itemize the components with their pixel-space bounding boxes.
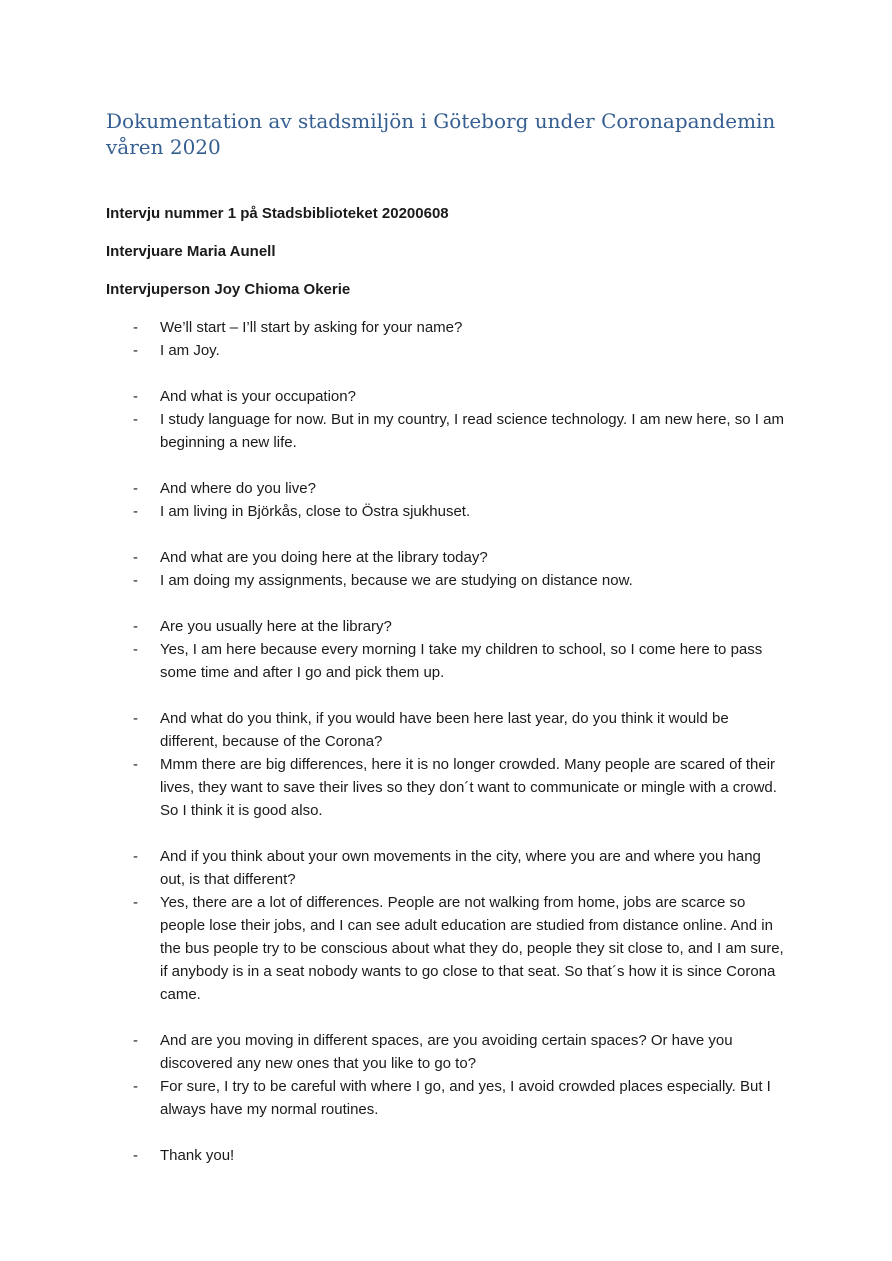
qa-group [106, 385, 786, 454]
dash-bullet: - [133, 319, 138, 336]
list-item-text: I am living in Björkås, close to Östra sjukhuset. [160, 503, 471, 520]
list-item-text: And what is your occupation? [160, 388, 356, 405]
document-title: Dokumentation av stadsmiljön i Göteborg under Coronapandemin våren 2020 [106, 109, 776, 159]
list-item-text: And are you moving in different spaces, are you avoiding certain spaces? Or have you discovered any new ones that you like to go to? [160, 1032, 733, 1072]
list-item [106, 707, 786, 753]
list-item [106, 316, 786, 339]
list-item [106, 339, 786, 362]
list-item-text: I am Joy. [160, 342, 220, 359]
list-item [106, 1075, 786, 1121]
dash-bullet: - [133, 894, 138, 911]
list-item [106, 1144, 786, 1167]
qa-group [106, 1029, 786, 1121]
list-item-text: I am doing my assignments, because we are studying on distance now. [160, 572, 633, 589]
list-item [106, 546, 786, 569]
list-item-text: And what are you doing here at the library today? [160, 549, 488, 566]
list-item [106, 845, 786, 891]
list-item-text: And if you think about your own movements in the city, where you are and where you hang out, is that different? [160, 848, 761, 888]
interviewer-heading: Intervjuare Maria Aunell [106, 243, 276, 260]
list-item-text: Yes, there are a lot of differences. People are not walking from home, jobs are scarce so people lose their jobs, and I can see adult education are studied from distance online. And in the bus people try to be conscious about what they do, people they sit close to, and I am sure, if anybody is in a seat nobody wants to go close to that seat. So that´s how it is since Corona came. [160, 894, 784, 1003]
dash-bullet: - [133, 480, 138, 497]
list-item-text: Mmm there are big differences, here it is no longer crowded. Many people are scared of their lives, they want to save their lives so they don´t want to communicate or mingle with a crowd. So I think it is good also. [160, 756, 777, 819]
list-item [106, 638, 786, 684]
list-item [106, 753, 786, 822]
list-item [106, 615, 786, 638]
list-item-text: Yes, I am here because every morning I take my children to school, so I come here to pass some time and after I go and pick them up. [160, 641, 763, 681]
list-item-text: For sure, I try to be careful with where I go, and yes, I avoid crowded places especially. But I always have my normal routines. [160, 1078, 771, 1118]
dash-bullet: - [133, 342, 138, 359]
qa-group [106, 615, 786, 684]
dash-bullet: - [133, 503, 138, 520]
dash-bullet: - [133, 756, 138, 773]
qa-group [106, 477, 786, 523]
interview-number-heading: Intervju nummer 1 på Stadsbiblioteket 20200608 [106, 205, 449, 222]
qa-list [106, 316, 786, 1167]
dash-bullet: - [133, 572, 138, 589]
list-item-text: I study language for now. But in my country, I read science technology. I am new here, so I am beginning a new life. [160, 411, 784, 451]
list-item [106, 891, 786, 1006]
dash-bullet: - [133, 1078, 138, 1095]
dash-bullet: - [133, 618, 138, 635]
dash-bullet: - [133, 1147, 138, 1164]
list-item-text: Thank you! [160, 1147, 235, 1164]
list-item [106, 1029, 786, 1075]
qa-group [106, 1144, 786, 1167]
dash-bullet: - [133, 710, 138, 727]
dash-bullet: - [133, 1032, 138, 1049]
dash-bullet: - [133, 641, 138, 658]
list-item [106, 500, 786, 523]
list-item-text: And what do you think, if you would have been here last year, do you think it would be different, because of the Corona? [160, 710, 729, 750]
qa-group [106, 316, 786, 362]
list-item-text: And where do you live? [160, 480, 316, 497]
list-item-text: Are you usually here at the library? [160, 618, 392, 635]
interviewee-heading: Intervjuperson Joy Chioma Okerie [106, 281, 351, 298]
qa-group [106, 707, 786, 822]
list-item-text: We’ll start – I’ll start by asking for your name? [160, 319, 463, 336]
list-item [106, 385, 786, 408]
list-item [106, 408, 786, 454]
document-headings [106, 202, 786, 301]
dash-bullet: - [133, 549, 138, 566]
list-item [106, 477, 786, 500]
dash-bullet: - [133, 848, 138, 865]
qa-group [106, 546, 786, 592]
dash-bullet: - [133, 388, 138, 405]
list-item [106, 569, 786, 592]
qa-group [106, 845, 786, 1006]
dash-bullet: - [133, 411, 138, 428]
